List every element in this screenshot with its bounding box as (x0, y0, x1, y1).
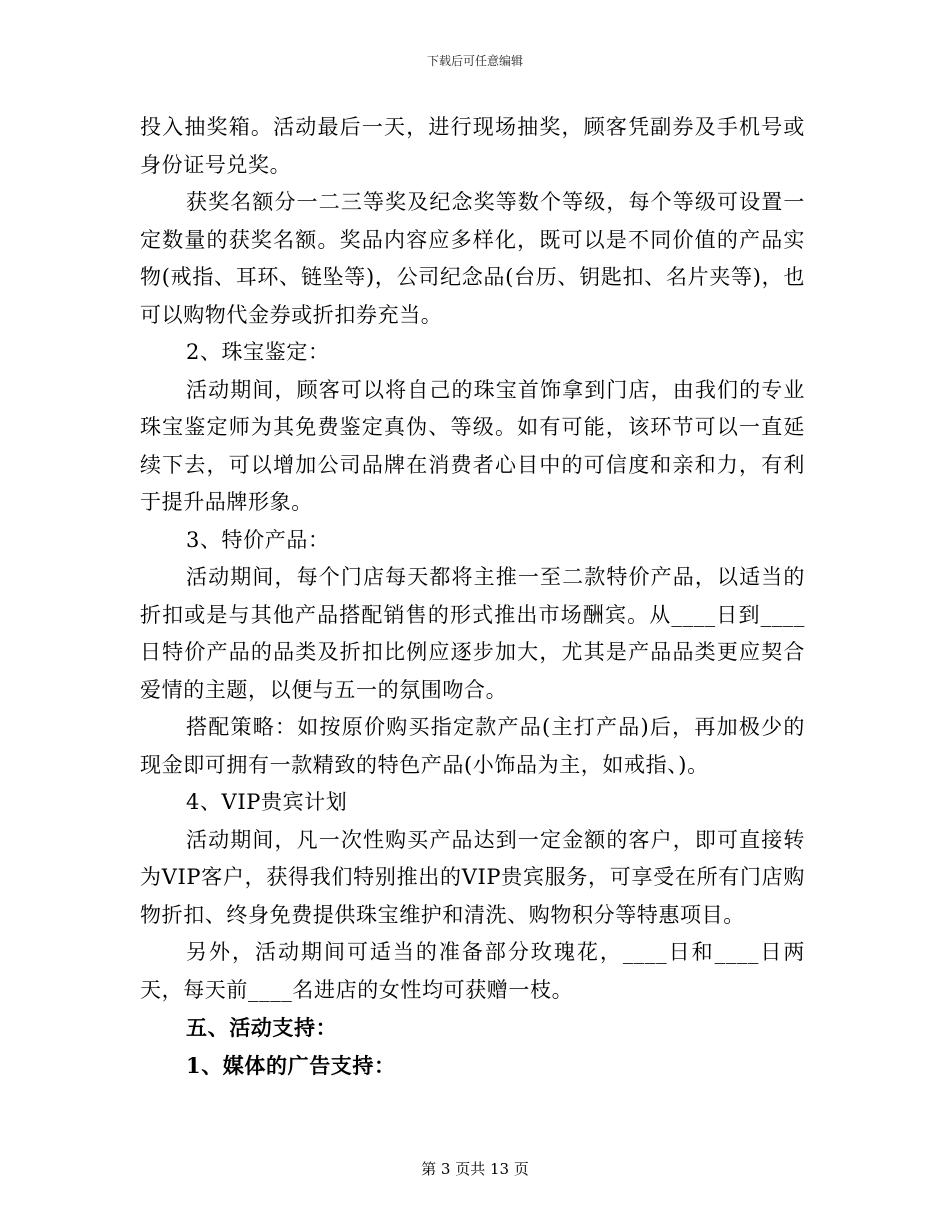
paragraph-vip-plan: 活动期间，凡一次性购买产品达到一定金额的客户，即可直接转为VIP客户，获得我们特别推出的VIP贵宾服务，可享受在所有门店购物折扣、终身免费提供珠宝维护和清洗、购物积分等特惠项目。 (140, 827, 805, 927)
paragraph-jewelry-appraisal: 活动期间，顾客可以将自己的珠宝首饰拿到门店，由我们的专业珠宝鉴定师为其免费鉴定真伪、等级。如有可能，该环节可以一直延续下去，可以增加公司品牌在消费者心目中的可信度和亲和力，有利于提升品牌形象。 (140, 377, 805, 514)
heading-media-support: 1、媒体的广告支持： (186, 1052, 396, 1078)
paragraph-bundle-strategy: 搭配策略：如按原价购买指定款产品(主打产品)后，再加极少的现金即可拥有一款精致的特色产品(小饰品为主，如戒指、)。 (140, 715, 805, 777)
document-body (140, 109, 805, 1084)
page-header: 下载后可任意编辑 (426, 54, 523, 68)
paragraph-prize-levels: 获奖名额分一二三等奖及纪念奖等数个等级，每个等级可设置一定数量的获奖名额。奖品内容应多样化，既可以是不同价值的产品实物(戒指、耳环、链坠等)，公司纪念品(台历、钥匙扣、名片夹等)，也可以购物代金券或折扣券充当。 (140, 190, 805, 327)
paragraph-special-products: 活动期间，每个门店每天都将主推一至二款特价产品，以适当的折扣或是与其他产品搭配销售的形式推出市场酬宾。从____日到____日特价产品的品类及折扣比例应逐步加大，尤其是产品品类更应契合爱情的主题，以便与五一的氛围吻合。 (140, 565, 805, 702)
page-footer: 第 3 页共 13 页 (421, 1160, 529, 1178)
heading-vip-plan: 4、VIP贵宾计划 (186, 790, 348, 814)
paragraph-roses: 另外，活动期间可适当的准备部分玫瑰花，____日和____日两天，每天前____名进店的女性均可获赠一枝。 (140, 940, 805, 1002)
heading-special-products: 3、特价产品： (186, 527, 330, 552)
heading-activity-support: 五、活动支持： (186, 1015, 338, 1040)
heading-jewelry-appraisal: 2、珠宝鉴定： (186, 340, 330, 364)
paragraph-lottery-end: 投入抽奖箱。活动最后一天，进行现场抽奖，顾客凭副券及手机号或身份证号兑奖。 (140, 115, 805, 177)
